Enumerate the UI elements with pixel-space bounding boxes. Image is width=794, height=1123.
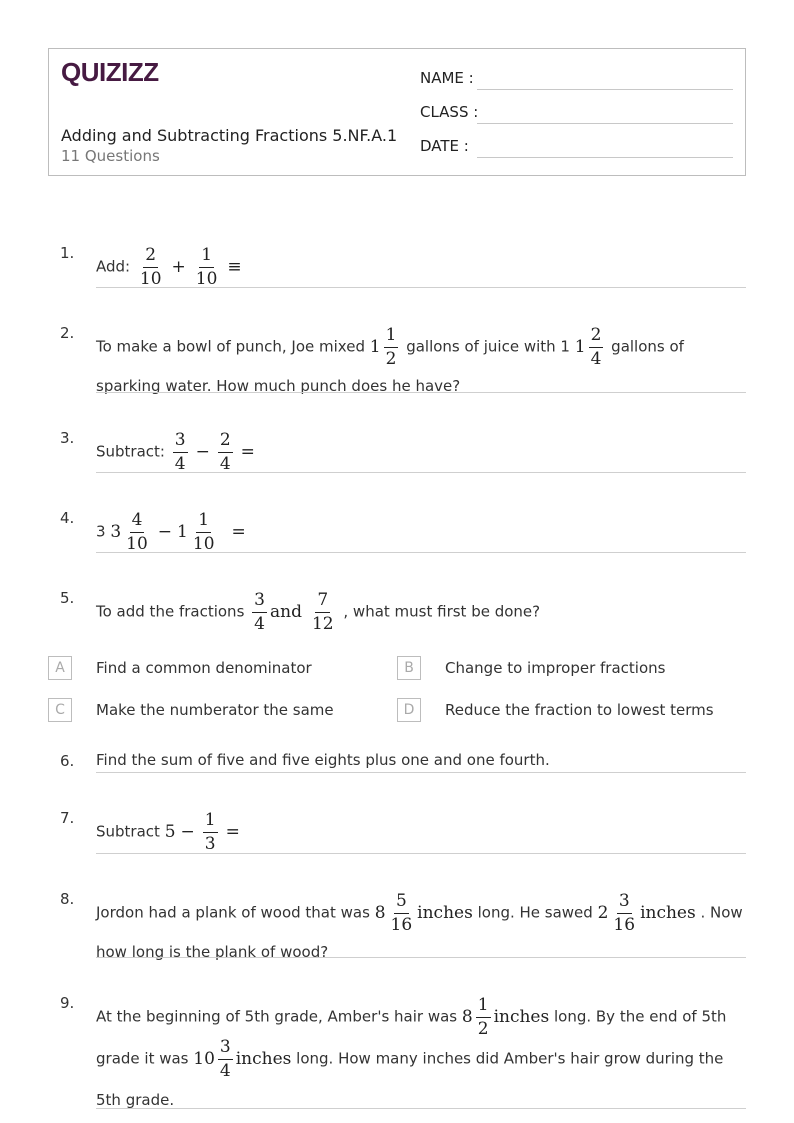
denominator: 10: [126, 533, 148, 554]
denominator: 12: [311, 613, 334, 634]
question-text: [96, 431, 744, 473]
numerator: 4: [130, 511, 145, 533]
question-number: 3.: [60, 429, 75, 447]
question-text: [96, 511, 744, 553]
fraction: [218, 1038, 233, 1080]
whole-number: 10: [193, 1049, 215, 1070]
text-segment: Jordon had a plank of wood that was: [96, 903, 370, 922]
question-number: 9.: [60, 994, 75, 1012]
mixed-number: [574, 325, 607, 369]
mixed-number: [374, 891, 473, 935]
whole-number: 1: [177, 521, 188, 542]
math-expression: [170, 430, 260, 474]
operator: −: [157, 521, 173, 542]
option-d-text[interactable]: Reduce the fraction to lowest terms: [445, 701, 714, 719]
option-c-box[interactable]: C: [48, 698, 72, 722]
numerator: 2: [589, 326, 604, 348]
whole-number: 2: [597, 902, 609, 923]
numerator: 3: [252, 591, 267, 613]
fraction: [252, 591, 267, 633]
denominator: 16: [390, 914, 413, 935]
numerator: 1: [384, 326, 399, 348]
denominator: 10: [139, 268, 162, 289]
text-segment: To make a bowl of punch, Joe mixed: [96, 337, 365, 356]
fraction: [310, 591, 336, 633]
denominator: 2: [477, 1018, 489, 1039]
mixed-number: [597, 891, 696, 935]
denominator: 2: [385, 348, 397, 369]
denominator: 3: [204, 833, 216, 854]
text-segment: long. By the end of 5th grade it was: [96, 1007, 727, 1069]
fraction: [194, 246, 220, 288]
text-segment: long. He sawed: [477, 903, 593, 922]
fraction: [218, 431, 233, 473]
unit: inches: [640, 902, 696, 923]
text-segment: To add the fractions: [96, 602, 245, 621]
math-expression: [110, 510, 250, 554]
question-text: [96, 591, 744, 633]
question-text: [96, 996, 744, 1119]
equals-sign: =: [225, 821, 240, 842]
name-field[interactable]: [477, 89, 733, 90]
fraction: [589, 326, 604, 368]
operator: +: [171, 256, 186, 277]
question-prefix: Add:: [96, 257, 131, 276]
numerator: 3: [218, 1038, 233, 1060]
fraction: [203, 811, 218, 853]
option-b-text[interactable]: Change to improper fractions: [445, 659, 666, 677]
option-c-text[interactable]: Make the numberator the same: [96, 701, 334, 719]
fraction: [191, 511, 217, 553]
denominator: 4: [219, 1061, 231, 1082]
fraction: [611, 892, 637, 934]
mixed-number: [369, 325, 402, 369]
denominator: 4: [174, 453, 186, 474]
denominator: 16: [613, 914, 636, 935]
question-number: 2.: [60, 324, 75, 342]
mixed-number: [193, 1037, 292, 1082]
whole-number: 1: [369, 336, 381, 357]
whole-number: 3: [110, 521, 122, 542]
text-segment: . Now how long is the plank of wood?: [96, 903, 743, 962]
math-expression: [164, 810, 245, 854]
fraction: [389, 892, 415, 934]
question-number: 6.: [60, 752, 75, 770]
numerator: 2: [218, 431, 233, 453]
numerator: 3: [173, 431, 188, 453]
answer-line[interactable]: [96, 287, 746, 288]
answer-line[interactable]: [96, 772, 746, 773]
question-count: 11 Questions: [61, 147, 160, 165]
fraction: [124, 511, 150, 553]
denominator: 10: [195, 268, 218, 289]
text-segment: At the beginning of 5th grade, Amber's hair was: [96, 1007, 458, 1026]
question-text: Find the sum of five and five eights plus one and one fourth.: [96, 751, 550, 769]
question-prefix: 3: [96, 522, 106, 541]
operator: −: [195, 441, 210, 462]
option-a-text[interactable]: Find a common denominator: [96, 659, 312, 677]
question-number: 4.: [60, 509, 75, 527]
answer-line[interactable]: [96, 552, 746, 553]
date-label: DATE :: [420, 137, 469, 155]
unit: inches: [417, 902, 473, 923]
class-label: CLASS :: [420, 103, 479, 121]
fraction: [138, 246, 164, 288]
numerator: 3: [617, 892, 632, 914]
text-segment: gallons of juice with 1: [406, 337, 570, 356]
numerator: 1: [203, 811, 218, 833]
numerator: 1: [199, 246, 214, 268]
text-segment: , what must first be done?: [343, 602, 541, 621]
operator: −: [180, 821, 195, 842]
numerator: 2: [143, 246, 158, 268]
text-segment: long. How many inches did Amber's hair grow during the 5th grade.: [96, 1050, 724, 1109]
text-segment: gallons of sparking water. How much punch does he have?: [96, 337, 684, 396]
denominator: 4: [590, 348, 602, 369]
quizizz-logo: QUIZIZZ: [61, 57, 159, 87]
denominator: 4: [219, 453, 231, 474]
question-text: [96, 246, 744, 288]
question-prefix: Subtract:: [96, 442, 165, 461]
answer-line[interactable]: [96, 853, 746, 854]
equals-sign: =: [231, 521, 246, 542]
worksheet-header: [48, 48, 746, 176]
equals-sign: =: [240, 441, 255, 462]
whole-number: 5: [164, 821, 176, 842]
fraction: [476, 996, 491, 1038]
answer-line[interactable]: [96, 957, 746, 958]
answer-line[interactable]: [96, 1108, 746, 1109]
numerator: 7: [315, 591, 330, 613]
question-prefix: Subtract: [96, 822, 160, 841]
worksheet-title: Adding and Subtracting Fractions 5.NF.A.1: [61, 126, 398, 145]
option-b-box[interactable]: B: [397, 656, 421, 680]
option-d-box[interactable]: D: [397, 698, 421, 722]
mixed-number: [461, 995, 550, 1039]
whole-number: 1: [574, 336, 586, 357]
class-field[interactable]: [477, 123, 733, 124]
fraction: [173, 431, 188, 473]
whole-number: 8: [461, 1006, 473, 1027]
question-number: 1.: [60, 244, 75, 262]
numerator: 5: [394, 892, 409, 914]
date-field[interactable]: [477, 157, 733, 158]
fraction: [384, 326, 399, 368]
name-label: NAME :: [420, 69, 474, 87]
answer-line[interactable]: [96, 392, 746, 393]
question-number: 8.: [60, 890, 75, 908]
option-a-box[interactable]: A: [48, 656, 72, 680]
conjunction: and: [270, 601, 302, 622]
denominator: 10: [192, 533, 215, 554]
question-number: 7.: [60, 809, 75, 827]
denominator: 4: [254, 613, 265, 634]
question-number: 5.: [60, 589, 75, 607]
whole-number: 8: [374, 902, 386, 923]
answer-line[interactable]: [96, 472, 746, 473]
numerator: 1: [476, 996, 491, 1018]
unit: inches: [235, 1049, 292, 1070]
equals-sign: ≡: [227, 256, 242, 277]
math-expression: [249, 590, 338, 634]
question-text: [96, 811, 744, 853]
question-text: [96, 892, 744, 970]
numerator: 1: [196, 511, 211, 533]
math-expression: [135, 245, 247, 289]
unit: inches: [493, 1006, 550, 1027]
